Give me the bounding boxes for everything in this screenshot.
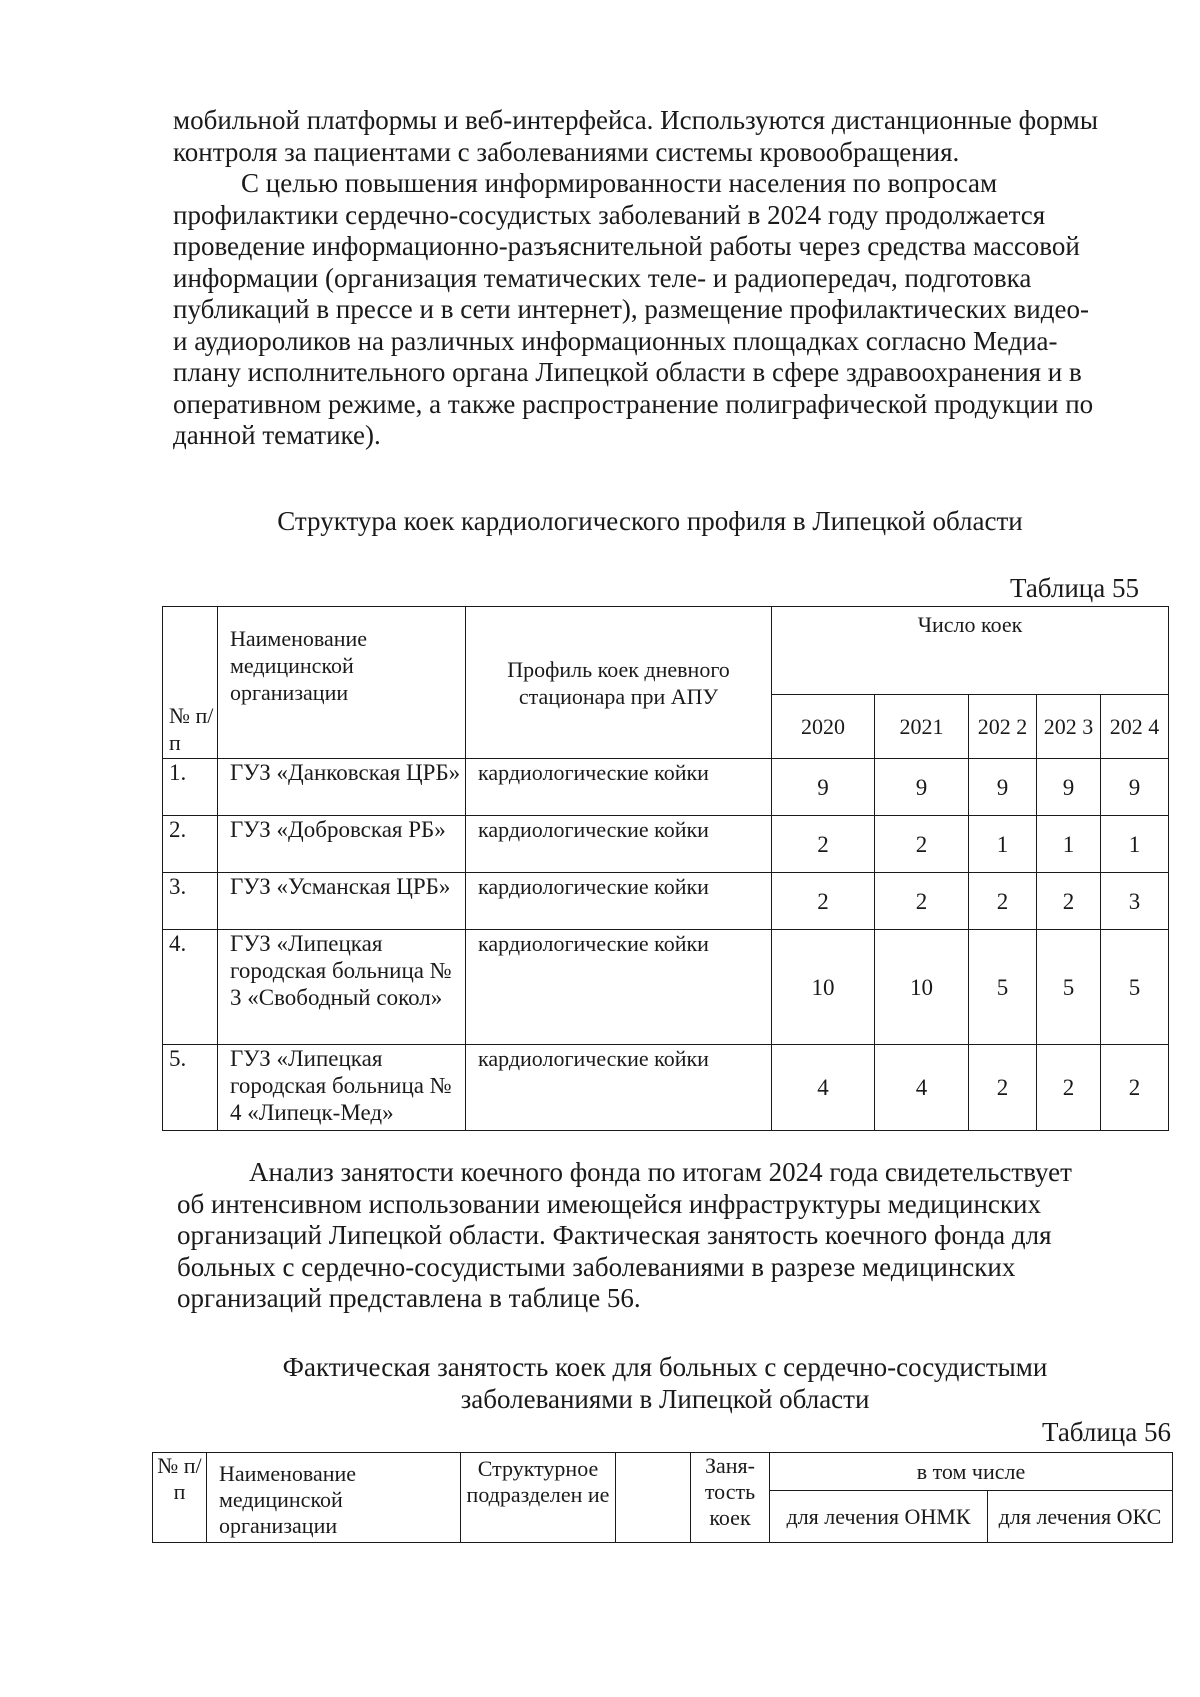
value-cell: 2 — [875, 873, 969, 930]
value-cell: 1 — [969, 816, 1037, 873]
row-num: 2. — [163, 816, 218, 873]
value-cell: 2 — [969, 873, 1037, 930]
header-year: 2021 — [875, 695, 969, 759]
value-cell: 9 — [969, 759, 1037, 816]
header-empty — [616, 1453, 691, 1543]
value-cell: 2 — [875, 816, 969, 873]
text-line: организаций представлена в таблице 56. — [177, 1283, 641, 1313]
header-num: № п/п — [153, 1453, 207, 1543]
text-line: проведение информационно-разъяснительной работы через средства массовой — [173, 231, 1080, 261]
value-cell: 3 — [1101, 873, 1169, 930]
text-line: мобильной платформы и веб-интерфейса. Используются дистанционные формы — [173, 105, 1098, 135]
caption-line: Фактическая занятость коек для больных с сердечно-сосудистыми — [282, 1352, 1048, 1382]
text-line: С целью повышения информированности населения по вопросам — [241, 168, 998, 198]
value-cell: 4 — [772, 1045, 875, 1131]
org-name: ГУЗ «Липецкая городская больница № 4 «Липецк-Мед» — [218, 1045, 466, 1131]
text-line: организаций Липецкой области. Фактическая занятость коечного фонда для — [177, 1220, 1052, 1250]
value-cell: 9 — [772, 759, 875, 816]
header-name: Наименование медицинской организации — [207, 1453, 461, 1543]
value-cell: 2 — [772, 816, 875, 873]
value-cell: 5 — [969, 930, 1037, 1045]
org-name: ГУЗ «Усманская ЦРБ» — [218, 873, 466, 930]
value-cell: 1 — [1101, 816, 1169, 873]
org-name: ГУЗ «Добровская РБ» — [218, 816, 466, 873]
value-cell: 9 — [1101, 759, 1169, 816]
org-name: ГУЗ «Данковская ЦРБ» — [218, 759, 466, 816]
text-line: Анализ занятости коечного фонда по итогам 2024 года свидетельствует — [249, 1157, 1072, 1187]
table55-label: Таблица 55 — [1010, 573, 1139, 603]
text-line: информации (организация тематических теле- и радиопередач, подготовка — [173, 262, 1032, 293]
header-profile: Профиль коек дневного стационара при АПУ — [466, 607, 772, 759]
header-num: № п/п — [163, 607, 218, 759]
table56 — [152, 1452, 1173, 1543]
table-row — [163, 873, 1169, 930]
text-line: об интенсивном использовании имеющейся инфраструктуры медицинских — [177, 1188, 1041, 1219]
value-cell: 10 — [772, 930, 875, 1045]
table56-caption — [180, 1351, 1150, 1415]
table56-label: Таблица 56 — [1042, 1417, 1171, 1447]
value-cell: 1 — [1037, 816, 1101, 873]
table-row — [163, 1045, 1169, 1131]
header-occupancy: Заня- тость коек — [691, 1453, 770, 1543]
table55 — [162, 606, 1169, 1131]
header-year: 202 3 — [1037, 695, 1101, 759]
bed-profile: кардиологические койки — [466, 759, 772, 816]
row-num: 5. — [163, 1045, 218, 1131]
header-year: 202 4 — [1101, 695, 1169, 759]
analysis-paragraph — [177, 1157, 1148, 1315]
header-year: 202 2 — [969, 695, 1037, 759]
header-year: 2020 — [772, 695, 875, 759]
value-cell: 10 — [875, 930, 969, 1045]
header-including: в том числе — [770, 1453, 1173, 1491]
org-name: ГУЗ «Липецкая городская больница № 3 «Свободный сокол» — [218, 930, 466, 1045]
row-num: 1. — [163, 759, 218, 816]
text-line: данной тематике). — [173, 420, 381, 450]
table-row — [163, 759, 1169, 816]
caption-line: заболеваниями в Липецкой области — [460, 1384, 870, 1414]
bed-profile: кардиологические койки — [466, 930, 772, 1045]
bed-profile: кардиологические койки — [466, 816, 772, 873]
row-num: 4. — [163, 930, 218, 1045]
text-line: контроля за пациентами с заболеваниями системы кровообращения. — [173, 136, 960, 167]
text-line: плану исполнительного органа Липецкой области в сфере здравоохранения и в — [173, 357, 1082, 387]
header-beds-count: Число коек — [772, 607, 1169, 695]
row-num: 3. — [163, 873, 218, 930]
header-onmk: для лечения ОНМК — [770, 1491, 988, 1543]
table-row — [163, 930, 1169, 1045]
table55-caption: Структура коек кардиологического профиля в Липецкой области — [277, 506, 1023, 536]
bed-profile: кардиологические койки — [466, 873, 772, 930]
bed-profile: кардиологические койки — [466, 1045, 772, 1131]
value-cell: 5 — [1101, 930, 1169, 1045]
info-paragraph — [173, 168, 1141, 452]
value-cell: 5 — [1037, 930, 1101, 1045]
value-cell: 2 — [1037, 873, 1101, 930]
text-line: публикаций в прессе и в сети интернет), размещение профилактических видео- — [173, 294, 1089, 324]
header-oks: для лечения ОКС — [988, 1491, 1173, 1543]
text-line: и аудиороликов на различных информационных площадках согласно Медиа- — [173, 325, 1058, 356]
value-cell: 2 — [1037, 1045, 1101, 1131]
text-line: оперативном режиме, а также распространение полиграфической продукции по — [173, 388, 1094, 419]
header-structure: Структурное подразделен ие — [461, 1453, 616, 1543]
value-cell: 2 — [969, 1045, 1037, 1131]
value-cell: 9 — [875, 759, 969, 816]
value-cell: 9 — [1037, 759, 1101, 816]
header-name: Наименование медицинской организации — [218, 607, 466, 759]
value-cell: 2 — [1101, 1045, 1169, 1131]
intro-paragraph — [173, 105, 1141, 168]
value-cell: 4 — [875, 1045, 969, 1131]
table-row — [163, 816, 1169, 873]
text-line: профилактики сердечно-сосудистых заболеваний в 2024 году продолжается — [173, 199, 1046, 230]
value-cell: 2 — [772, 873, 875, 930]
text-line: больных с сердечно-сосудистыми заболеваниями в разрезе медицинских — [177, 1251, 1016, 1282]
